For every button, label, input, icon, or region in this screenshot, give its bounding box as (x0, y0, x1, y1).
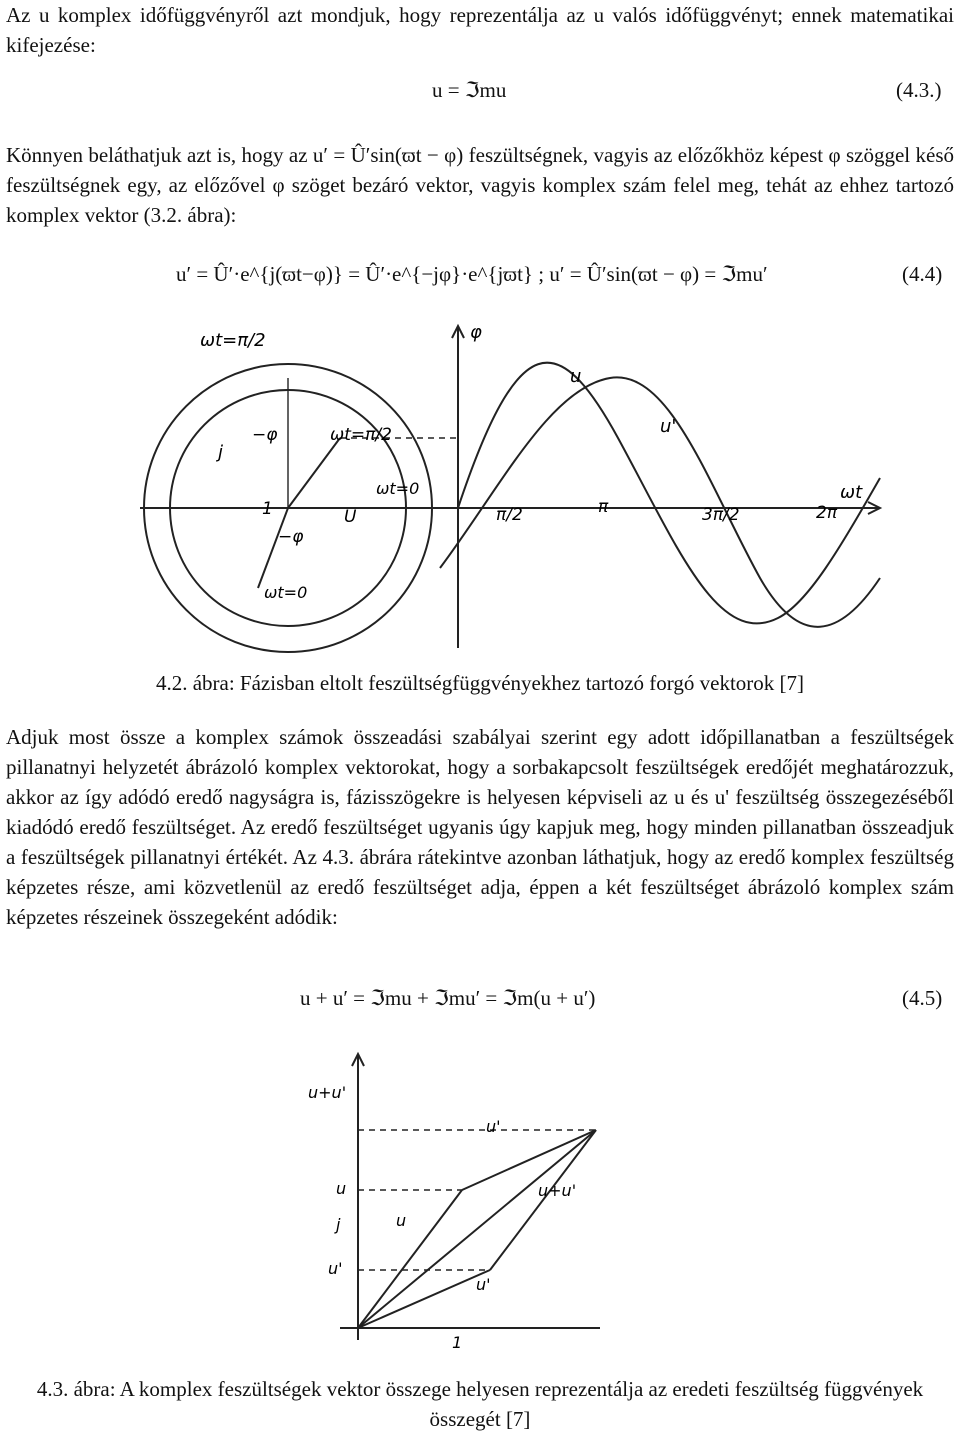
vector-u-plus-u-prime (358, 1130, 596, 1328)
label-u-axis: u (336, 1179, 347, 1198)
label-u-plus-u-prime-axis: u+u' (308, 1083, 347, 1102)
intro-paragraph: Az u komplex időfüggvényről azt mondjuk, hogy reprezentálja az u valós időfüggvényt; ennek matematikai kifejezése: (6, 3, 954, 57)
summation-paragraph: Adjuk most össze a komplex számok összeadási szabályai szerint egy adott időpillanatban a feszültségek pillanatnyi helyzetét ábrázoló komplex vektorokat, hogy a sorbakapcsolt feszültségek eredőjét meghatározzuk, akkor az így adódó eredő nagyságra is, fázisszögekre is helyesen képviseli az u és u' feszültség összegezéséből kiadódó eredő feszültséget. Az eredő feszültséget ugyanis úgy kapjuk meg, hogy minden pillanatban összeadjuk a feszültségek pillanatnyi értékét. Az 4.3. ábrára rátekintve azonban láthatjuk, hogy az eredő komplex feszültség képzetes része, ami közvetlenül az eredő feszültséget adja, éppen a két feszültséget ábrázoló komplex szám képzetes részeinek összegeként adódik: (6, 725, 954, 929)
equation-formula: u + u′ = ℑmu + ℑmu′ = ℑm(u + u′) (300, 986, 596, 1010)
figure-phase-shifted-voltages (140, 318, 910, 658)
equation-4-5 (0, 986, 960, 1020)
explanation-paragraph: Könnyen beláthatjuk azt is, hogy az u′ = Û′sin(ϖt − φ) feszültségnek, vagyis az előzőkhöz képest φ szöggel késő feszültségnek egy, az előzővel φ szöget bezáró vektor, vagyis komplex szám felel meg, tehát az ehhez tartozó komplex vektor (3.2. ábra): (6, 143, 954, 227)
label-one: 1 (262, 499, 273, 519)
equation-formula: u′ = Û′·e^{j(ϖt−φ)} = Û′·e^{−jφ}·e^{jϖt} ; u′ = Û′sin(ϖt − φ) = ℑmu′ (176, 262, 768, 286)
equation-number: (4.5) (902, 986, 943, 1010)
equation-formula: u = ℑmu (432, 78, 507, 102)
label-phi-axis: φ (470, 322, 482, 343)
label-u-prime-curve: u' (660, 416, 677, 437)
label-wt-pi2-top: ωt=π/2 (200, 330, 266, 351)
label-u-prime-vector: u' (476, 1275, 491, 1294)
label-one: 1 (452, 1333, 463, 1352)
label-u-prime-top: u' (486, 1117, 501, 1136)
label-j-axis: j (336, 1215, 341, 1234)
vector-u-prime-base (358, 1270, 490, 1328)
equation-number: (4.4) (902, 262, 943, 286)
tick-pi: π (598, 497, 609, 517)
equation-number: (4.3.) (896, 78, 942, 102)
vector-u-top (490, 1130, 596, 1270)
label-wt-0-bottom: ωt=0 (264, 583, 308, 602)
figure-caption-4-3: 4.3. ábra: A komplex feszültségek vektor összege helyesen reprezentálja az eredeti feszültség függvények összegét [7] (36, 1377, 924, 1431)
vector-upper (288, 438, 340, 508)
vector-lower (258, 508, 288, 588)
label-minus-phi-lower: −φ (278, 527, 304, 547)
label-wt-0-mid: ωt=0 (376, 479, 420, 498)
label-u-vector: u (396, 1211, 407, 1230)
tick-2pi: 2π (816, 503, 838, 523)
curve-u (458, 363, 880, 624)
label-u-prime-axis: u' (328, 1259, 343, 1278)
label-wt-axis: ωt (840, 482, 863, 503)
equation-4-3 (0, 78, 960, 112)
label-j-axis: j (218, 442, 224, 463)
label-minus-phi-upper: −φ (252, 425, 278, 445)
label-U-vector: U (344, 507, 357, 527)
label-u-plus-u-prime-vector: u+u' (538, 1181, 577, 1200)
curve-u-prime (440, 377, 880, 626)
tick-3pi-over-2: 3π/2 (702, 505, 740, 525)
figure-caption-4-2: 4.2. ábra: Fázisban eltolt feszültségfüggvényekhez tartozó forgó vektorok [7] (155, 671, 805, 695)
equation-4-4 (0, 262, 960, 296)
figure-vector-sum (300, 1040, 700, 1360)
tick-pi-over-2: π/2 (496, 505, 523, 525)
label-u-curve: u (570, 366, 582, 387)
vector-u (358, 1190, 462, 1328)
label-wt-pi2-mid: ωt=π/2 (330, 425, 392, 445)
